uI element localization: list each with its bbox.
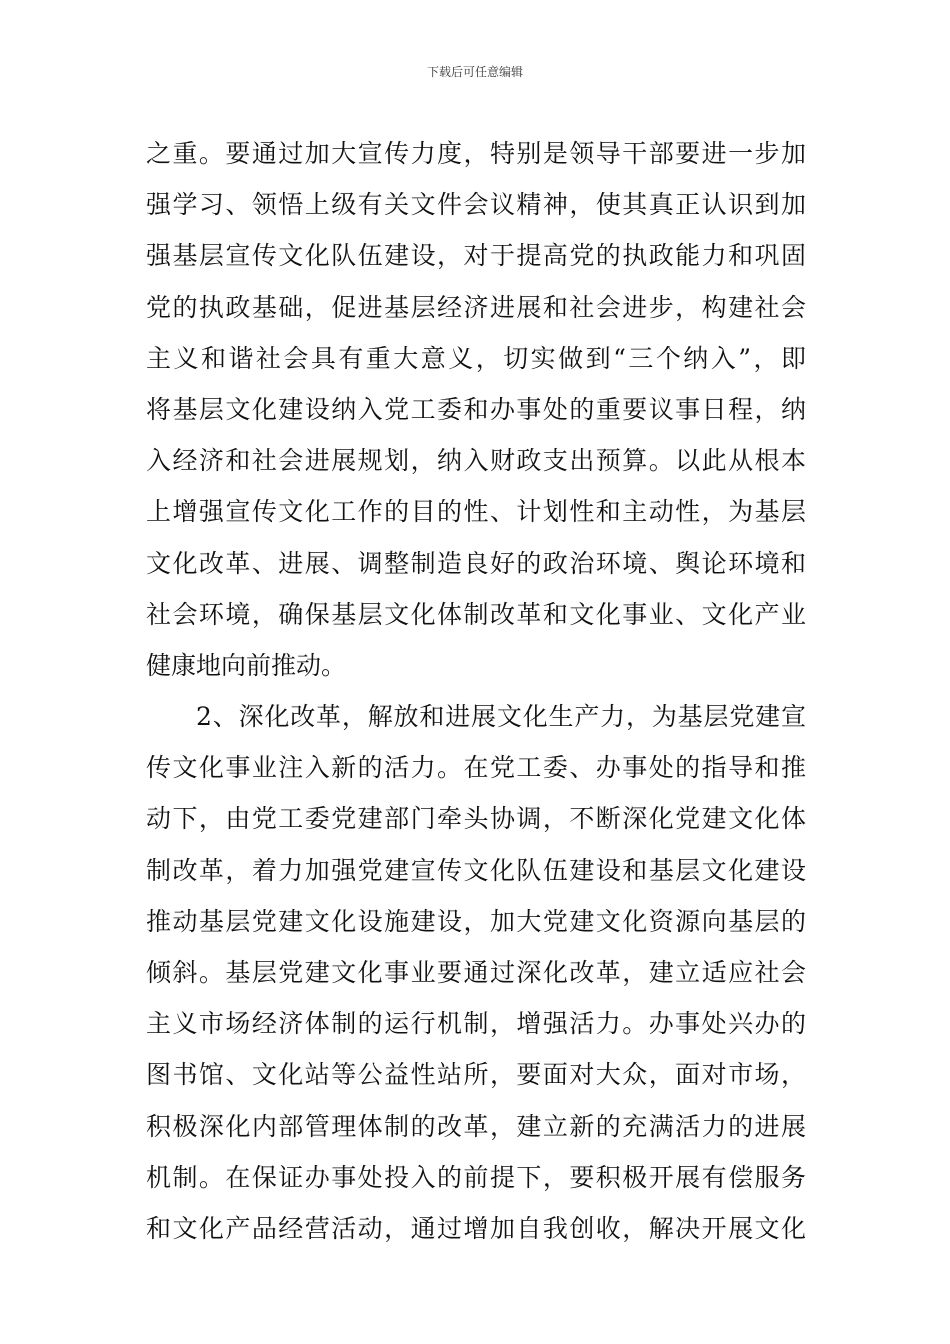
text-line: 党的执政基础，促进基层经济进展和社会进步，构建社会 (146, 292, 806, 322)
text-line: 将基层文化建设纳入党工委和办事处的重要议事日程，纳 (146, 394, 806, 424)
text-line: 倾斜。基层党建文化事业要通过深化改革，建立适应社会 (146, 958, 806, 987)
text-line: 强基层宣传文化队伍建设，对于提高党的执政能力和巩固 (146, 241, 806, 271)
text-line: 社会环境，确保基层文化体制改革和文化事业、文化产业 (146, 599, 806, 629)
page-header: 下载后可任意编辑 (426, 65, 523, 79)
text-line: 主义市场经济体制的运行机制，增强活力。办事处兴办的 (146, 1009, 806, 1039)
text-line: 积极深化内部管理体制的改革，建立新的充满活力的进展 (146, 1111, 806, 1141)
text-line: 动下，由党工委党建部门牵头协调，不断深化党建文化体 (146, 804, 806, 834)
text-line: 推动基层党建文化设施建设，加大党建文化资源向基层的 (146, 906, 806, 936)
text-line: 机制。在保证办事处投入的前提下，要积极开展有偿服务 (146, 1162, 806, 1192)
text-line: 文化改革、进展、调整制造良好的政治环境、舆论环境和 (146, 548, 806, 578)
paragraph-end-line: 健康地向前推动。 (146, 650, 347, 680)
text-line: 传文化事业注入新的活力。在党工委、办事处的指导和推 (146, 753, 806, 783)
body-text (146, 128, 806, 1254)
text-line: 入经济和社会进展规划，纳入财政支出预算。以此从根本 (146, 446, 806, 476)
text-line: 上增强宣传文化工作的目的性、计划性和主动性，为基层 (146, 497, 806, 527)
text-line: 之重。要通过加大宣传力度，特别是领导干部要进一步加 (146, 139, 806, 168)
text-line: 强学习、领悟上级有关文件会议精神，使其真正认识到加 (146, 190, 806, 220)
text-line: 制改革，着力加强党建宣传文化队伍建设和基层文化建设 (146, 855, 806, 885)
paragraph-start-line: 2、深化改革，解放和进展文化生产力，为基层党建宣 (196, 702, 806, 732)
text-line: 和文化产品经营活动，通过增加自我创收，解决开展文化 (146, 1213, 806, 1243)
text-line: 主义和谐社会具有重大意义，切实做到“三个纳入”，即 (146, 343, 806, 373)
text-line: 图书馆、文化站等公益性站所，要面对大众，面对市场， (146, 1060, 806, 1090)
